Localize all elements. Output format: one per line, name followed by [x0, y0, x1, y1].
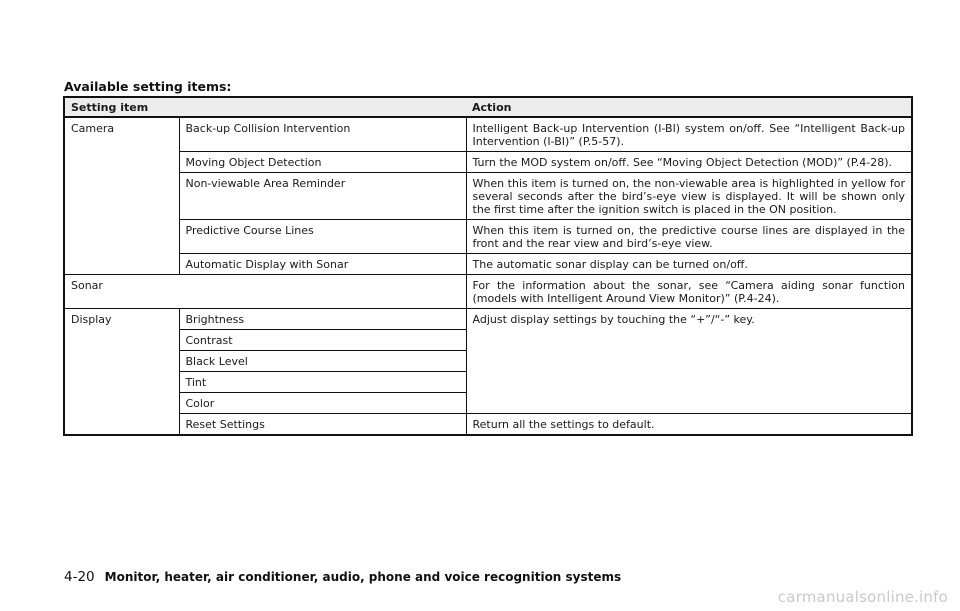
table-row	[64, 254, 912, 275]
setting-reset-settings: Reset Settings	[179, 414, 466, 436]
setting-color: Color	[179, 393, 466, 414]
table-row	[64, 220, 912, 254]
setting-black-level: Black Level	[179, 351, 466, 372]
table-header-row	[64, 97, 912, 117]
setting-back-up-collision-intervention: Back-up Collision Intervention	[179, 117, 466, 152]
table-row	[64, 309, 912, 330]
action-sonar: For the information about the sonar, see “Camera aiding sonar function (models with Intelligent Around View Monitor)” (P.4-24).	[466, 275, 912, 309]
action-back-up-collision-intervention: Intelligent Back-up Intervention (I-BI) system on/off. See “Intelligent Back-up Intervention (I-BI)” (P.5-57).	[466, 117, 912, 152]
action-automatic-display-with-sonar: The automatic sonar display can be turned on/off.	[466, 254, 912, 275]
chapter-title: Monitor, heater, air conditioner, audio, phone and voice recognition systems	[104, 570, 622, 584]
action-non-viewable-area-reminder: When this item is turned on, the non-viewable area is highlighted in yellow for several seconds after the bird’s-eye view is displayed. It will be shown only the first time after the ignition switch is placed in the ON position.	[466, 173, 912, 220]
header-action: Action	[466, 97, 912, 117]
table-row	[64, 117, 912, 152]
category-sonar: Sonar	[64, 275, 466, 309]
setting-non-viewable-area-reminder: Non-viewable Area Reminder	[179, 173, 466, 220]
action-adjust-display: Adjust display settings by touching the “+”/“-” key.	[466, 309, 912, 414]
category-display: Display	[64, 309, 179, 436]
table-row	[64, 414, 912, 436]
table-row	[64, 275, 912, 309]
setting-moving-object-detection: Moving Object Detection	[179, 152, 466, 173]
action-predictive-course-lines: When this item is turned on, the predictive course lines are displayed in the front and the rear view and bird’s-eye view.	[466, 220, 912, 254]
section-heading: Available setting items:	[64, 79, 232, 94]
page-footer	[64, 569, 621, 585]
setting-automatic-display-with-sonar: Automatic Display with Sonar	[179, 254, 466, 275]
table-row	[64, 152, 912, 173]
header-setting-item: Setting item	[64, 97, 466, 117]
setting-brightness: Brightness	[179, 309, 466, 330]
setting-tint: Tint	[179, 372, 466, 393]
action-moving-object-detection: Turn the MOD system on/off. See “Moving Object Detection (MOD)” (P.4-28).	[466, 152, 912, 173]
watermark: carmanualsonline.info	[777, 588, 948, 606]
setting-contrast: Contrast	[179, 330, 466, 351]
setting-predictive-course-lines: Predictive Course Lines	[179, 220, 466, 254]
settings-table	[63, 96, 913, 436]
action-reset-settings: Return all the settings to default.	[466, 414, 912, 436]
page-number: 4-20	[64, 569, 95, 585]
table-row	[64, 173, 912, 220]
category-camera: Camera	[64, 117, 179, 275]
